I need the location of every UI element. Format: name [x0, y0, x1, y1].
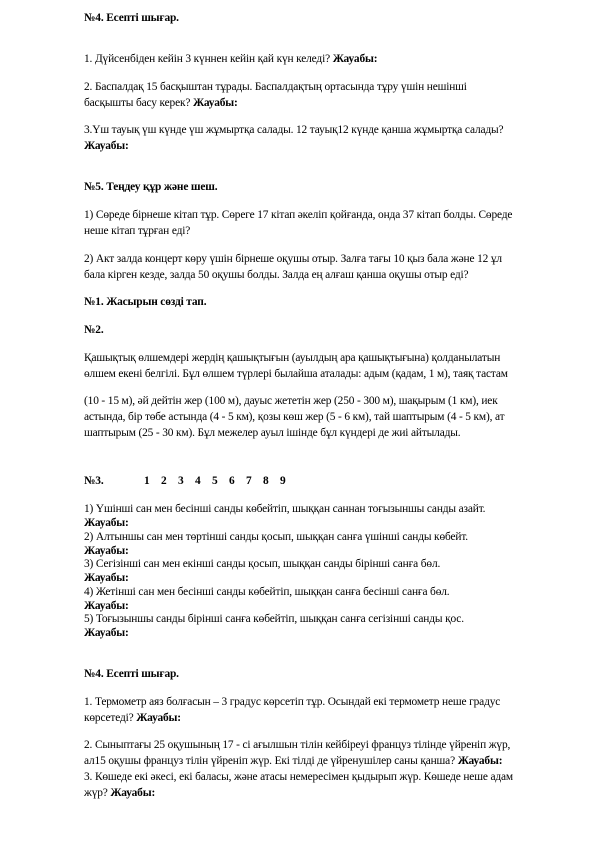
answer-label: Жауабы:: [84, 545, 129, 557]
section-heading: №4. Есепті шығар.: [84, 668, 179, 680]
number: 7: [246, 475, 252, 487]
answer-label: Жауабы:: [84, 572, 129, 584]
instruction-5: 5) Тоғызыншы санды бірінші санға көбейтіп, шыққан санға сегізінші санды қос.: [84, 613, 464, 625]
answer-label: Жауабы:: [84, 600, 129, 612]
instruction-2: 2) Алтыншы сан мен төртінші санды қосып, шыққан санға үшінші санды көбейт.: [84, 531, 469, 543]
number: 6: [229, 475, 235, 487]
paragraph-line: өлшем екені белгілі. Бұл өлшем түрлері былайша аталады: адым (қадам, 1 м), таяқ тастам: [84, 368, 508, 380]
question-2-line-1: 2. Баспалдақ 15 басқыштан тұрады. Баспалдақтың ортасында тұру үшін нешінші: [84, 81, 467, 93]
paragraph-line: шаптырым (25 - 30 км). Бұл межелер ауыл ішінде бұл күндері де жиі айтылады.: [84, 427, 461, 439]
problem-2-line-2: бала кірген кезде, залда 50 оқушы болды. Залда ең алғаш қанша оқушы отыр еді?: [84, 269, 469, 281]
number: 8: [263, 475, 269, 487]
question-3: 3.Үш тауық үш күнде үш жұмыртқа салады. 12 тауық12 күнде қанша жұмыртқа салады?: [84, 124, 504, 136]
section-heading: №5. Теңдеу құр және шеш.: [84, 181, 218, 193]
problem-2-line-1: 2) Акт залда концерт көру үшін бірнеше оқушы отыр. Залға тағы 10 қыз бала және 12 ұл: [84, 253, 502, 265]
instruction-1: 1) Үшінші сан мен бесінші санды көбейтіп, шыққан саннан тоғызыншы санды азайт.: [84, 503, 486, 515]
answer-label: Жауабы:: [84, 517, 129, 529]
answer-label: Жауабы:: [84, 140, 129, 152]
answer-label: Жауабы:: [457, 755, 503, 767]
answer-label: Жауабы:: [332, 53, 378, 65]
answer-label: Жауабы:: [84, 627, 129, 639]
instruction-4: 4) Жетінші сан мен бесінші санды көбейтіп, шыққан санға бесінші санға бөл.: [84, 586, 450, 598]
section-heading: №3.: [84, 475, 104, 487]
section-heading: №2.: [84, 324, 104, 336]
number: 1: [144, 475, 150, 487]
paragraph-line: (10 - 15 м), әй дейтін жер (100 м), дауыс жететін жер (250 - 300 м), шақырым (1 км), иек: [84, 395, 498, 407]
question-3-line-2: жүр? Жауабы:: [84, 787, 156, 799]
number: 4: [195, 475, 201, 487]
question-1: 1. Дүйсенбіден кейін 3 күннен кейін қай күн келеді? Жауабы:: [84, 53, 378, 65]
paragraph-line: астында, бір төбе астында (4 - 5 км), қозы көш жер (5 - 6 км), тай шаптырым (4 - 5 км), ат: [84, 411, 505, 423]
section-heading: №1. Жасырын сөзді тап.: [84, 296, 207, 308]
question-3-line-1: 3. Көшеде екі әкесі, екі баласы, және атасы немересімен қыдырып жүр. Көшеде неше адам: [84, 771, 513, 783]
section-heading: №4. Есепті шығар.: [84, 12, 179, 24]
question-1-line-2: көрсетеді? Жауабы:: [84, 712, 181, 724]
number-sequence: [144, 473, 297, 489]
number: 5: [212, 475, 218, 487]
paragraph-line: Қашықтық өлшемдері жердің қашықтығын (ауылдың ара қашықтығына) қолданылатын: [84, 352, 501, 364]
number: 3: [178, 475, 184, 487]
answer-label: Жауабы:: [136, 712, 181, 724]
answer-label: Жауабы:: [193, 97, 238, 109]
instruction-3: 3) Сегізінші сан мен екінші санды қосып, шыққан санды бірінші санға бөл.: [84, 558, 441, 570]
problem-1-line-1: 1) Сөреде бірнеше кітап тұр. Сөреге 17 кітап әкеліп қойғанда, онда 37 кітап болды. Сөреде: [84, 209, 513, 221]
number: 2: [161, 475, 167, 487]
question-2-line-2: басқышты басу керек? Жауабы:: [84, 97, 238, 109]
answer-label: Жауабы:: [110, 787, 156, 799]
question-2-line-2: ал15 оқушы француз тілін үйреніп жүр. Екі тілді де үйренушілер саны қанша? Жауабы:: [84, 755, 503, 767]
problem-1-line-2: неше кітап тұрған еді?: [84, 225, 191, 237]
number: 9: [280, 475, 286, 487]
question-2-line-1: 2. Сыныптағы 25 оқушының 17 - сі ағылшын тілін кейбіреуі француз тілінде үйреніп жүр,: [84, 739, 511, 751]
question-1-line-1: 1. Термометр аяз болғасын – 3 градус көрсетіп тұр. Осындай екі термометр неше градус: [84, 696, 501, 708]
